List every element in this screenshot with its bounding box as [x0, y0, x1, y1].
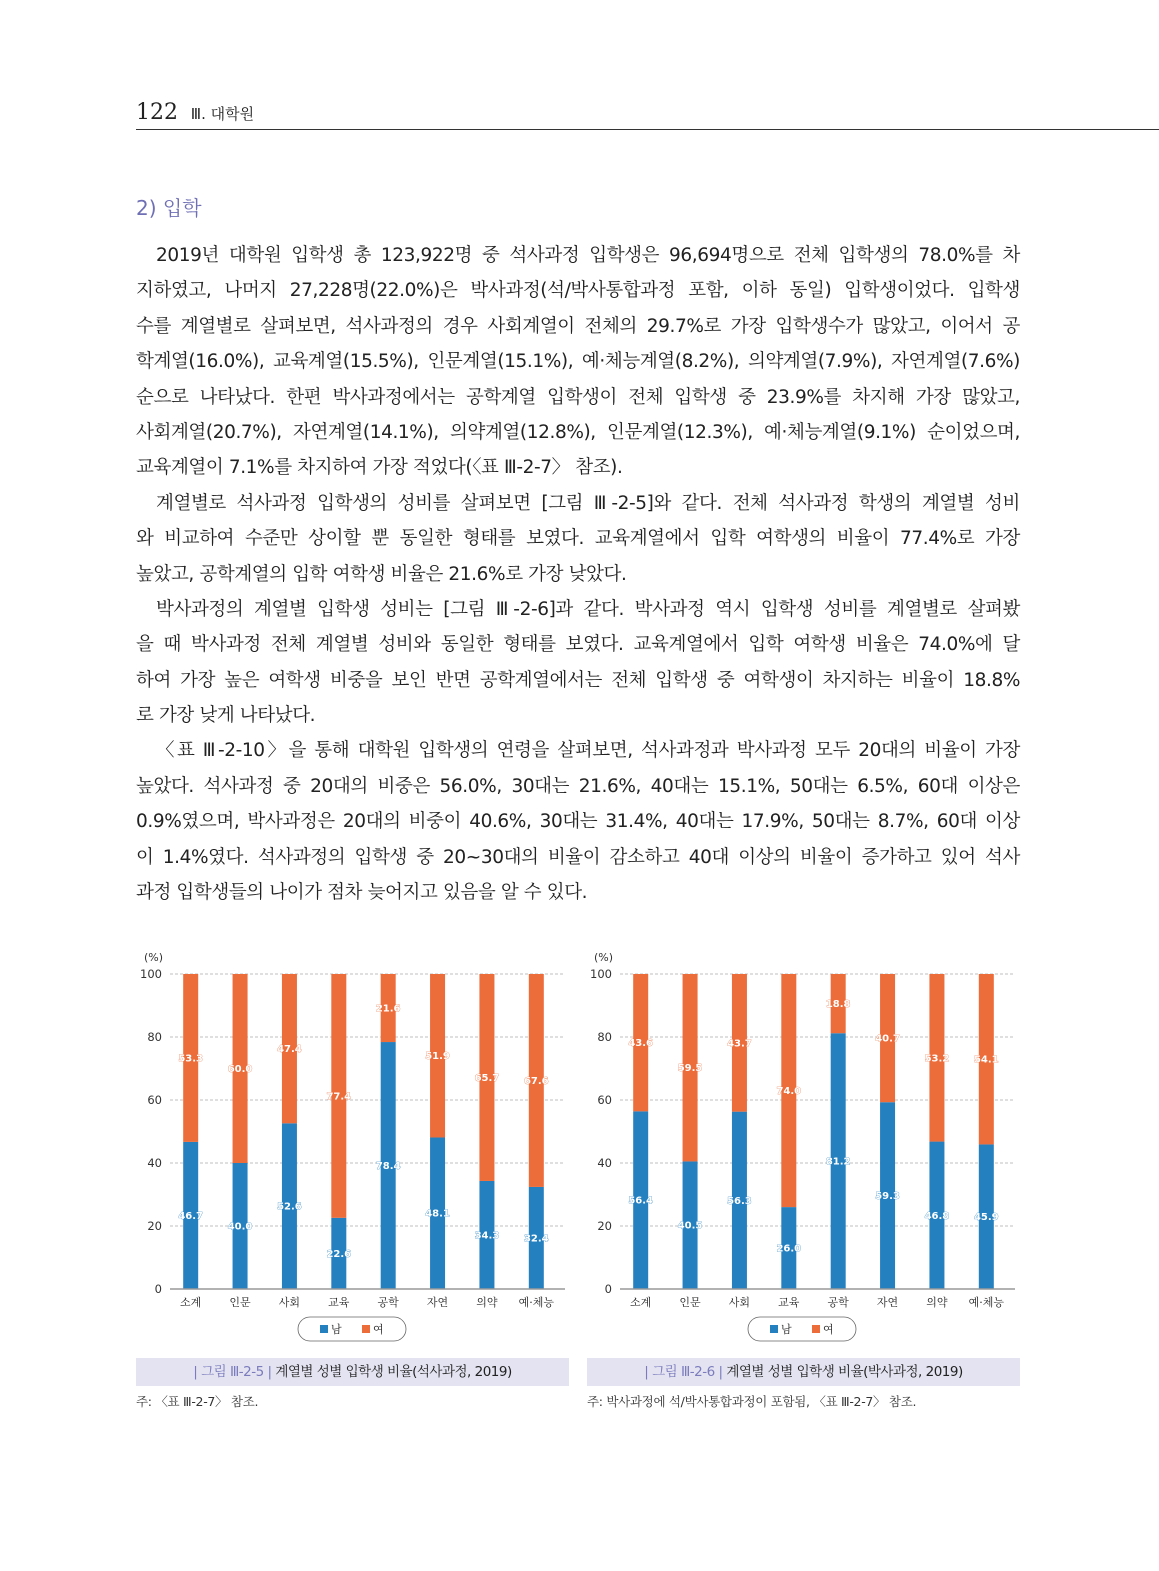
x-tick-label: 교육	[778, 1296, 800, 1309]
legend-swatch	[812, 1325, 820, 1333]
y-tick-label: 80	[147, 1030, 162, 1044]
data-label: 51.9	[425, 1051, 450, 1063]
x-tick-label: 공학	[377, 1296, 399, 1309]
data-label: 21.6	[375, 1003, 401, 1015]
paragraph-line: 하여 가장 높은 여학생 비중을 보인 반면 공학계열에서는 전체 입학생 중 여학생이 차지하는 비율이 18.8%	[136, 669, 1020, 691]
figure-title: 계열별 성별 입학생 비율(석사과정, 2019)	[275, 1364, 512, 1380]
x-tick-label: 소계	[180, 1296, 202, 1309]
x-tick-label: 사회	[278, 1296, 301, 1309]
y-tick-label: 40	[597, 1156, 612, 1170]
data-label: 40.0	[227, 1221, 253, 1233]
paragraph-line: 지하였고, 나머지 27,228명(22.0%)은 박사과정(석/박사통합과정 포함, 이하 동일) 입학생이었다. 입학생	[136, 280, 1020, 302]
paragraph-line: 수를 계열별로 살펴보면, 석사과정의 경우 사회계열이 전체의 29.7%로 가장 입학생수가 많았고, 이어서 공	[136, 315, 1020, 337]
y-tick-label: 0	[604, 1282, 612, 1296]
x-tick-label: 자연	[876, 1296, 899, 1309]
y-tick-label: 60	[597, 1093, 612, 1107]
data-label: 40.7	[875, 1033, 900, 1045]
y-tick-label: 60	[147, 1093, 162, 1107]
chart-masters	[130, 945, 580, 1345]
legend-label: 남	[331, 1323, 342, 1336]
x-tick-label: 인문	[229, 1296, 251, 1309]
data-label: 60.0	[227, 1064, 253, 1075]
y-tick-label: 100	[140, 967, 162, 981]
figure-note: 주: 〈표 Ⅲ-2-7〉 참조.	[136, 1394, 259, 1409]
data-label: 54.1	[973, 1054, 999, 1066]
figure-title: 계열별 성별 입학생 비율(박사과정, 2019)	[726, 1364, 963, 1380]
data-label: 59.5	[677, 1063, 703, 1075]
x-tick-label: 자연	[426, 1296, 449, 1309]
paragraph-line: 높았고, 공학계열의 입학 여학생 비율은 21.6%로 가장 낮았다.	[136, 563, 627, 585]
x-tick-label: 사회	[728, 1296, 751, 1309]
paragraph-line: 교육계열이 7.1%를 차지하여 가장 적었다(〈표 Ⅲ-2-7〉 참조).	[136, 457, 623, 479]
paragraph-line: 학계열(16.0%), 교육계열(15.5%), 인문계열(15.1%), 예·체능계열(8.2%), 의약계열(7.9%), 자연계열(7.6%)	[136, 351, 1020, 373]
paragraph-line: 사회계열(20.7%), 자연계열(14.1%), 의약계열(12.8%), 인문계열(12.3%), 예·체능계열(9.1%) 순이었으며,	[136, 421, 1020, 443]
y-tick-label: 20	[597, 1219, 612, 1233]
header-divider	[136, 129, 1159, 130]
data-label: 59.3	[875, 1191, 900, 1203]
data-label: 46.8	[924, 1210, 950, 1222]
legend-swatch	[770, 1325, 778, 1333]
paragraph-line: 박사과정의 계열별 입학생 성비는 [그림 Ⅲ-2-6]과 같다. 박사과정 역시 입학생 성비를 계열별로 살펴봤	[156, 598, 1020, 620]
data-label: 40.5	[677, 1220, 703, 1232]
data-label: 46.7	[178, 1210, 204, 1222]
legend	[748, 1317, 856, 1341]
x-tick-label: 인문	[679, 1296, 701, 1309]
paragraph-line: 계열별로 석사과정 입학생의 성비를 살펴보면 [그림 Ⅲ-2-5]와 같다. 전체 석사과정 학생의 계열별 성비	[156, 492, 1020, 514]
data-label: 67.6	[523, 1075, 549, 1087]
y-tick-label: 80	[597, 1030, 612, 1044]
y-tick-label: 100	[590, 967, 612, 981]
chapter-title: Ⅲ. 대학원	[190, 105, 255, 123]
x-tick-label: 소계	[630, 1296, 652, 1309]
legend-label: 여	[823, 1323, 834, 1336]
paragraph-line: 순으로 나타났다. 한편 박사과정에서는 공학계열 입학생이 전체 입학생 중 23.9%를 차지해 가장 많았고,	[136, 386, 1020, 408]
data-label: 65.7	[474, 1072, 500, 1084]
y-tick-label: 40	[147, 1156, 162, 1170]
paragraph-line: 높았다. 석사과정 중 20대의 비중은 56.0%, 30대는 21.6%, 40대는 15.1%, 50대는 6.5%, 60대 이상은	[136, 775, 1020, 797]
paragraph-line: 2019년 대학원 입학생 총 123,922명 중 석사과정 입학생은 96,694명으로 전체 입학생의 78.0%를 차	[156, 245, 1020, 266]
data-label: 74.0	[776, 1086, 802, 1098]
y-tick-label: 0	[154, 1282, 162, 1296]
paragraph-line: 이 1.4%였다. 석사과정의 입학생 중 20~30대의 비율이 감소하고 40대 이상의 비율이 증가하고 있어 석사	[136, 846, 1020, 868]
paragraph-line: 과정 입학생들의 나이가 점차 늦어지고 있음을 알 수 있다.	[136, 882, 588, 904]
figure-label: | 그림 Ⅲ-2-5 |	[193, 1364, 272, 1380]
data-label: 53.3	[178, 1053, 204, 1065]
section-title: 2) 입학	[136, 196, 202, 220]
x-tick-label: 예·체능	[968, 1296, 1004, 1309]
paragraph-line: 0.9%였으며, 박사과정은 20대의 비중이 40.6%, 30대는 31.4%, 40대는 17.9%, 50대는 8.7%, 60대 이상	[136, 811, 1020, 833]
y-axis-unit: (%)	[594, 951, 614, 964]
page-number: 122	[136, 100, 178, 125]
figure-caption-masters	[136, 1358, 569, 1386]
figure-label: | 그림 Ⅲ-2-6 |	[644, 1364, 723, 1380]
legend-label: 남	[781, 1323, 792, 1336]
x-tick-label: 의약	[476, 1296, 498, 1309]
data-label: 43.6	[628, 1038, 654, 1050]
body-text	[136, 238, 1020, 910]
figure-note: 주: 박사과정에 석/박사통합과정이 포함됨, 〈표 Ⅲ-2-7〉 참조.	[587, 1394, 917, 1409]
y-tick-label: 20	[147, 1219, 162, 1233]
paragraph-line: 〈표 Ⅲ-2-10〉을 통해 대학원 입학생의 연령을 살펴보면, 석사과정과 박사과정 모두 20대의 비율이 가장	[156, 740, 1020, 762]
data-label: 48.1	[425, 1208, 450, 1220]
paragraph-line: 로 가장 낮게 나타났다.	[136, 705, 316, 727]
data-label: 77.4	[326, 1091, 352, 1103]
data-label: 56.3	[727, 1195, 752, 1207]
y-axis-unit: (%)	[144, 951, 164, 964]
chart-doctoral	[580, 945, 1030, 1345]
legend-swatch	[320, 1325, 328, 1333]
data-label: 43.7	[727, 1038, 752, 1050]
paragraph-line: 을 때 박사과정 전체 계열별 성비와 동일한 형태를 보였다. 교육계열에서 입학 여학생 비율은 74.0%에 달	[136, 634, 1020, 656]
data-label: 81.2	[825, 1156, 851, 1168]
data-label: 32.4	[523, 1233, 549, 1245]
x-tick-label: 교육	[328, 1296, 350, 1309]
data-label: 22.6	[326, 1248, 352, 1260]
legend-label: 여	[373, 1323, 384, 1336]
data-label: 34.3	[474, 1230, 500, 1242]
data-label: 53.2	[924, 1053, 950, 1065]
running-header	[136, 100, 254, 125]
data-label: 18.8	[825, 999, 851, 1011]
figure-caption-doctoral	[587, 1358, 1020, 1386]
data-label: 78.4	[375, 1161, 401, 1173]
x-tick-label: 예·체능	[518, 1296, 554, 1309]
x-tick-label: 공학	[827, 1296, 849, 1309]
data-label: 45.9	[973, 1212, 999, 1224]
legend	[298, 1317, 406, 1341]
data-label: 56.4	[628, 1195, 654, 1207]
data-label: 47.4	[277, 1044, 302, 1056]
paragraph-line: 와 비교하여 수준만 상이할 뿐 동일한 형태를 보였다. 교육계열에서 입학 여학생의 비율이 77.4%로 가장	[136, 528, 1020, 550]
data-label: 52.6	[277, 1201, 302, 1213]
legend-swatch	[362, 1325, 370, 1333]
data-label: 26.0	[776, 1243, 802, 1255]
x-tick-label: 의약	[926, 1296, 948, 1309]
